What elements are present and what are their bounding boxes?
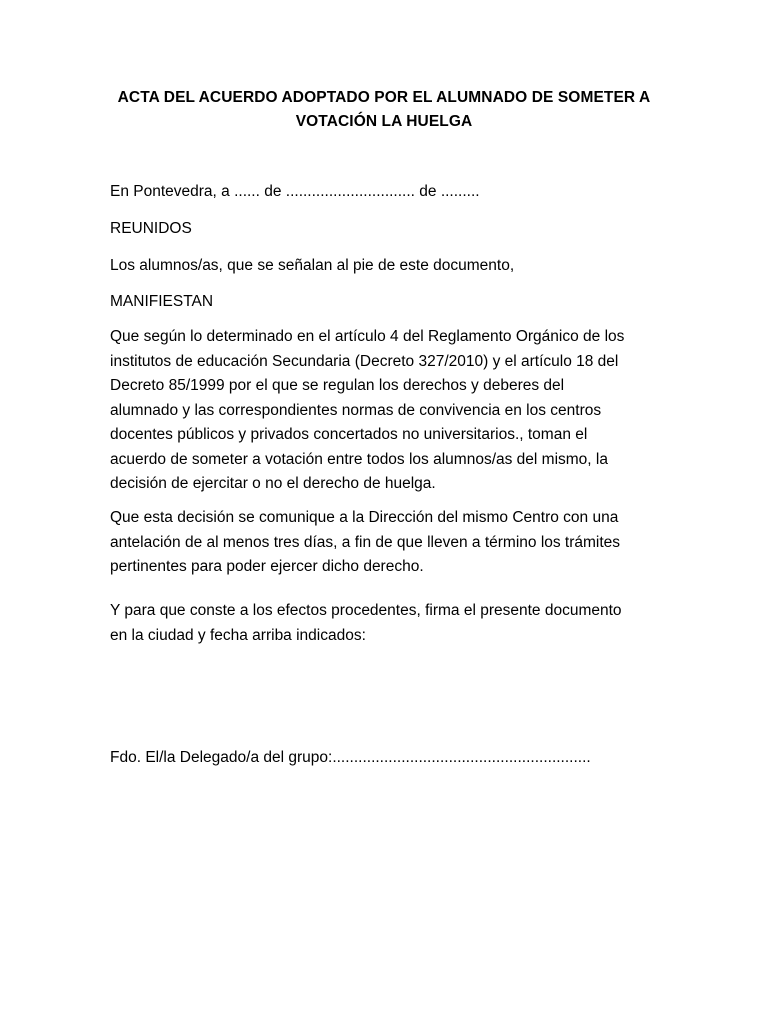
paragraph-line: alumnado y las correspondientes normas de convivencia en los centros [110,401,602,419]
place-date-line: En Pontevedra, a ...... de .............................. de ......... [110,183,480,200]
paragraph-conste [110,599,670,648]
paragraph-line: antelación de al menos tres días, a fin de que lleven a término los trámites [110,533,621,551]
reunidos-heading: REUNIDOS [110,220,192,237]
title-line-1: ACTA DEL ACUERDO ADOPTADO POR EL ALUMNADO DE SOMETER A [117,89,651,106]
paragraph-line: institutos de educación Secundaria (Decreto 327/2010) y el artículo 18 del [110,352,619,370]
paragraph-line: pertinentes para poder ejercer dicho derecho. [110,558,424,575]
paragraph-line: en la ciudad y fecha arriba indicados: [110,626,366,644]
title-line-2: VOTACIÓN LA HUELGA [295,113,473,130]
paragraph-reglamento [110,325,670,497]
document-title [100,86,668,134]
paragraph-line: docentes públicos y privados concertados no universitarios., toman el [110,426,588,443]
paragraph-line: Que esta decisión se comunique a la Dirección del mismo Centro con una [110,509,619,526]
alumnos-line: Los alumnos/as, que se señalan al pie de este documento, [110,257,515,274]
paragraph-line: Decreto 85/1999 por el que se regulan los derechos y deberes del [110,377,565,394]
paragraph-line: Que según lo determinado en el artículo 4 del Reglamento Orgánico de los [110,328,625,345]
manifiestan-heading: MANIFIESTAN [110,293,214,310]
paragraph-direccion [110,506,670,580]
paragraph-line: decisión de ejercitar o no el derecho de huelga. [110,475,436,492]
paragraph-line: Y para que conste a los efectos procedentes, firma el presente documento [110,602,622,619]
paragraph-line: acuerdo de someter a votación entre todos los alumnos/as del mismo, la [110,450,608,468]
signature-line: Fdo. El/la Delegado/a del grupo:............................................................ [110,749,591,766]
